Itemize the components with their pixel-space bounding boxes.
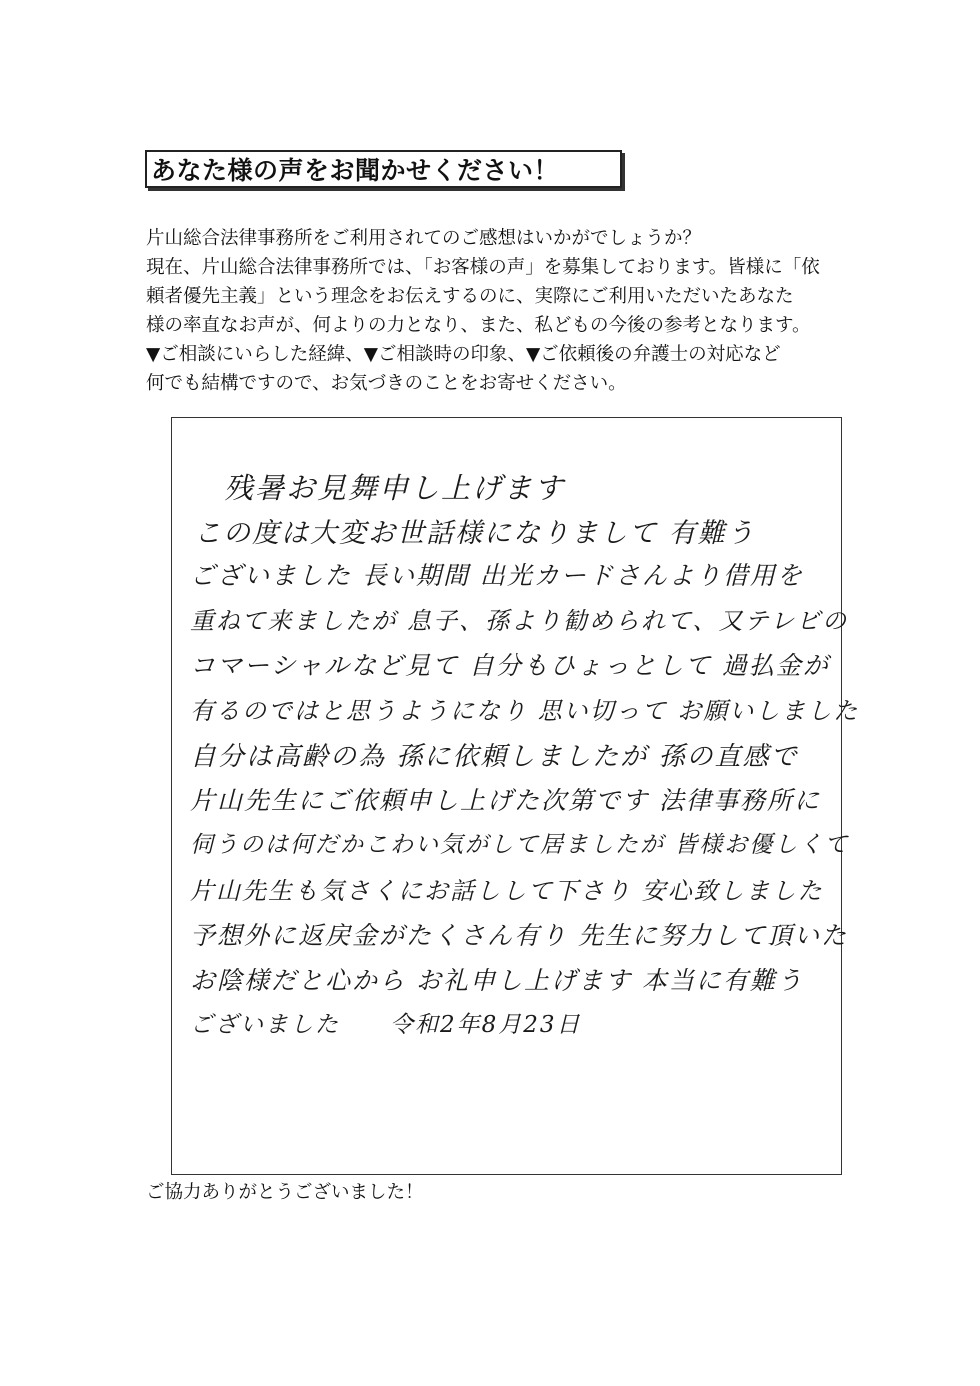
handwritten-line: ございました 長い期間 出光カードさんより借用を (190, 561, 804, 590)
intro-paragraph (146, 224, 846, 398)
handwritten-line: 残暑お見舞申し上げます (224, 471, 566, 505)
handwritten-line: 有るのではと思うようになり 思い切って お願いしました (190, 697, 860, 725)
handwritten-line: 伺うのは何だかこわい気がして居ましたが 皆様お優しくて (190, 832, 850, 858)
handwritten-line: この度は大変お世話様になりまして 有難う (194, 518, 756, 549)
handwritten-line: ございました 令和2年8月23日 (190, 1012, 582, 1038)
handwritten-line: コマーシャルなど見て 自分もひょっとして 過払金が (190, 651, 830, 680)
handwritten-line: 片山先生も気さくにお話しして下さり 安心致しました (190, 877, 824, 905)
intro-line: 片山総合法律事務所をご利用されてのご感想はいかがでしょうか？ (146, 228, 702, 249)
intro-line: 何でも結構ですので、お気づきのことをお寄せください。 (146, 373, 627, 394)
handwritten-letter-box (171, 417, 860, 1175)
handwritten-line: 片山先生にご依頼申し上げた次第です 法律事務所に (190, 786, 821, 815)
handwritten-line: お陰様だと心から お礼申し上げます 本当に有難う (190, 966, 804, 995)
page-title: あなた様の声をお聞かせください！ (151, 156, 560, 185)
intro-line: ▼ご相談にいらした経緯、▼ご相談時の印象、▼ご依頼後の弁護士の対応など (146, 344, 781, 365)
handwritten-line: 自分は高齢の為 孫に依頼しましたが 孫の直感で (190, 742, 799, 772)
handwritten-line: 重ねて来ましたが 息子、孫より勧められて、又テレビの (190, 607, 849, 635)
intro-line: 現在、片山総合法律事務所では、「お客様の声」を募集しております。皆様に「依 (146, 257, 820, 278)
title-box (145, 150, 622, 188)
closing-thanks: ご協力ありがとうございました！ (146, 1182, 424, 1203)
handwritten-line: 予想外に返戻金がたくさん有り 先生に努力して頂いた (190, 921, 848, 950)
intro-line: 様の率直なお声が、何よりの力となり、また、私どもの今後の参考となります。 (146, 315, 811, 336)
intro-line: 頼者優先主義」という理念をお伝えするのに、実際にご利用いただいたあなた (146, 286, 794, 307)
